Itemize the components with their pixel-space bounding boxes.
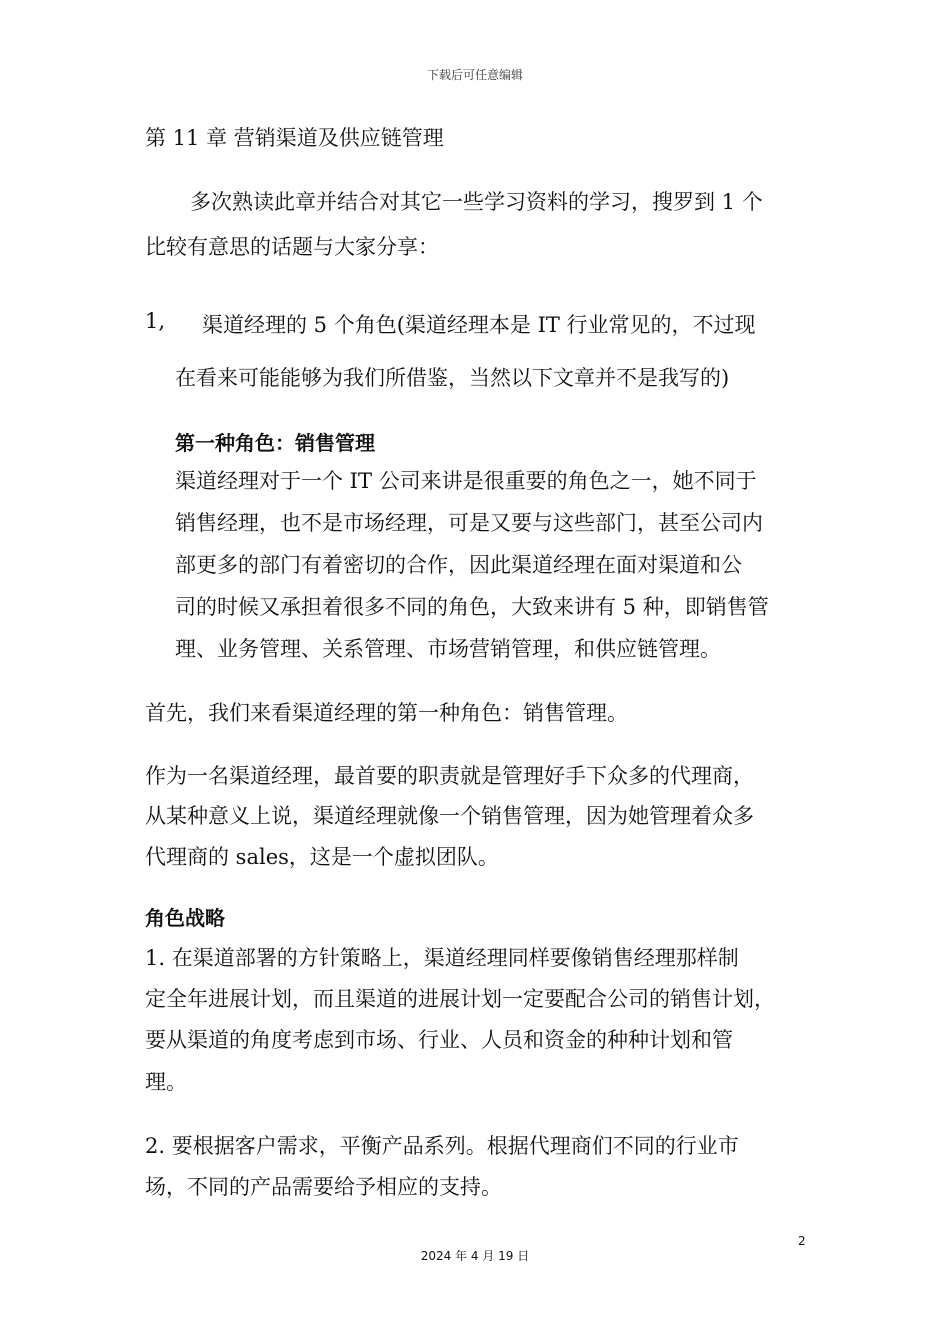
page-header: 下载后可任意编辑 bbox=[426, 68, 523, 82]
chapter-title: 第 11 章 营销渠道及供应链管理 bbox=[145, 126, 444, 150]
strategy-item1-line-4: 理。 bbox=[145, 1070, 187, 1094]
topic-line-1: 渠道经理的 5 个角色(渠道经理本是 IT 行业常见的，不过现 bbox=[202, 313, 756, 337]
role1-line-3: 部更多的部门有着密切的合作，因此渠道经理在面对渠道和公 bbox=[175, 553, 742, 577]
page-number: 2 bbox=[798, 1234, 806, 1248]
role1-line-1: 渠道经理对于一个 IT 公司来讲是很重要的角色之一，她不同于 bbox=[175, 469, 757, 493]
strategy-item2-line-1: 2. 要根据客户需求，平衡产品系列。根据代理商们不同的行业市 bbox=[145, 1134, 739, 1158]
strategy-item1-line-2: 定全年进展计划，而且渠道的进展计划一定要配合公司的销售计划， bbox=[145, 987, 775, 1011]
strategy-item1-line-1: 1. 在渠道部署的方针策略上，渠道经理同样要像销售经理那样制 bbox=[145, 946, 739, 970]
footer-date: 2024 年 4 月 19 日 bbox=[420, 1249, 530, 1263]
intro-line-1: 多次熟读此章并结合对其它一些学习资料的学习，搜罗到 1 个 bbox=[190, 190, 763, 214]
role1-line-4: 司的时候又承担着很多不同的角色，大致来讲有 5 种，即销售管 bbox=[175, 595, 769, 619]
role1-line-2: 销售经理，也不是市场经理，可是又要与这些部门，甚至公司内 bbox=[175, 511, 763, 535]
para-duty-line-1: 作为一名渠道经理，最首要的职责就是管理好手下众多的代理商， bbox=[145, 764, 754, 788]
strategy-heading: 角色战略 bbox=[145, 906, 225, 930]
topic-line-2: 在看来可能能够为我们所借鉴，当然以下文章并不是我写的) bbox=[175, 366, 730, 390]
para-duty-line-2: 从某种意义上说，渠道经理就像一个销售管理，因为她管理着众多 bbox=[145, 804, 754, 828]
para-duty-line-3: 代理商的 sales，这是一个虚拟团队。 bbox=[145, 845, 499, 869]
para-first: 首先，我们来看渠道经理的第一种角色：销售管理。 bbox=[145, 701, 628, 725]
role1-line-5: 理、业务管理、关系管理、市场营销管理，和供应链管理。 bbox=[175, 637, 721, 661]
strategy-item1-line-3: 要从渠道的角度考虑到市场、行业、人员和资金的种种计划和管 bbox=[145, 1028, 733, 1052]
topic-number: 1, bbox=[145, 309, 166, 333]
role1-heading: 第一种角色：销售管理 bbox=[175, 431, 375, 455]
strategy-item2-line-2: 场，不同的产品需要给予相应的支持。 bbox=[145, 1175, 502, 1199]
intro-line-2: 比较有意思的话题与大家分享： bbox=[145, 235, 439, 259]
